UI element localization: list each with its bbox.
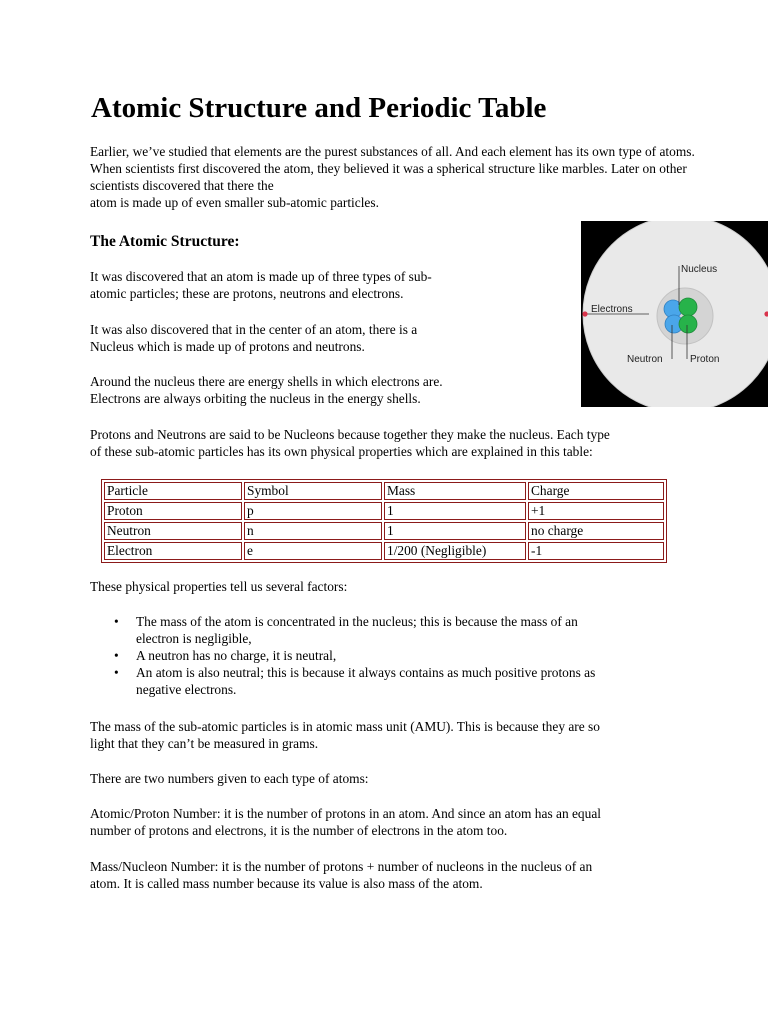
page-title: Atomic Structure and Periodic Table	[91, 92, 547, 124]
bullet-glyph: •	[114, 648, 119, 663]
bullet-glyph: •	[114, 665, 119, 680]
table-cell: Neutron	[104, 522, 242, 540]
text-line: The mass of the atom is concentrated in the nucleus; this is because the mass of an	[136, 614, 578, 629]
text-line: There are two numbers given to each type of atoms:	[90, 771, 369, 786]
list-item	[90, 613, 690, 647]
text-line: It was discovered that an atom is made up of three types of sub-	[90, 269, 432, 284]
paragraph-atomic-number	[90, 805, 601, 839]
table-cell: -1	[528, 542, 664, 560]
nucleus-label: Nucleus	[681, 264, 718, 275]
text-line: Around the nucleus there are energy shells in which electrons are.	[90, 374, 443, 389]
section-heading: The Atomic Structure:	[90, 233, 240, 250]
table-cell: +1	[528, 502, 664, 520]
paragraph-particles	[90, 268, 432, 302]
text-line: Earlier, we’ve studied that elements are the purest substances of all. And each element has its own type of atoms.	[90, 144, 695, 159]
table-cell: Electron	[104, 542, 242, 560]
text-line: The mass of the sub-atomic particles is in atomic mass unit (AMU). This is because they are so	[90, 719, 600, 734]
paragraph-nucleus	[90, 321, 417, 355]
text-line: An atom is also neutral; this is because it always contains as much positive protons as	[136, 665, 596, 680]
electron-particle	[582, 311, 587, 316]
table-cell: 1/200 (Negligible)	[384, 542, 526, 560]
table-header-cell: Charge	[528, 482, 664, 500]
text-line: These physical properties tell us several factors:	[90, 579, 348, 594]
text-line: When scientists first discovered the atom, they believed it was a spherical structure like marbles. Later on other	[90, 161, 687, 176]
table-row	[104, 522, 664, 540]
table-cell: p	[244, 502, 382, 520]
table-cell: n	[244, 522, 382, 540]
facts-list	[90, 613, 690, 698]
text-line: Electrons are always orbiting the nucleus in the energy shells.	[90, 391, 421, 406]
text-line: A neutron has no charge, it is neutral,	[136, 648, 337, 663]
bullet-glyph: •	[114, 614, 119, 629]
text-line: atomic particles; these are protons, neutrons and electrons.	[90, 286, 404, 301]
atom-diagram-svg	[581, 221, 768, 407]
table-row	[104, 542, 664, 560]
paragraph-energy-shells	[90, 373, 443, 407]
intro-paragraph	[90, 143, 768, 211]
table-row	[104, 502, 664, 520]
electrons-label: Electrons	[591, 304, 633, 315]
atom-diagram	[581, 221, 768, 407]
table-cell: 1	[384, 522, 526, 540]
paragraph-nucleons	[90, 426, 610, 460]
proton-particle	[679, 315, 697, 333]
table-cell: Proton	[104, 502, 242, 520]
proton-particle	[679, 298, 697, 316]
table-header-row	[104, 482, 664, 500]
text-line: atom is made up of even smaller sub-atomic particles.	[90, 195, 379, 210]
neutron-label: Neutron	[627, 354, 663, 365]
table-header-cell: Mass	[384, 482, 526, 500]
text-line: Nucleus which is made up of protons and neutrons.	[90, 339, 365, 354]
text-line: Mass/Nucleon Number: it is the number of protons + number of nucleons in the nucleus of an	[90, 859, 593, 874]
text-line: electron is negligible,	[136, 631, 252, 646]
text-line: atom. It is called mass number because its value is also mass of the atom.	[90, 876, 483, 891]
text-line: number of protons and electrons, it is the number of electrons in the atom too.	[90, 823, 508, 838]
paragraph-mass-number	[90, 858, 592, 892]
proton-label: Proton	[690, 354, 720, 365]
table-header-cell: Particle	[104, 482, 242, 500]
list-item	[90, 664, 690, 698]
text-line: Protons and Neutrons are said to be Nucleons because together they make the nucleus. Each type	[90, 427, 610, 442]
paragraph-two-numbers	[90, 770, 369, 787]
table-cell: 1	[384, 502, 526, 520]
paragraph-factors	[90, 578, 347, 595]
text-line: light that they can’t be measured in grams.	[90, 736, 319, 751]
text-line: negative electrons.	[136, 682, 237, 697]
table-cell: no charge	[528, 522, 664, 540]
paragraph-amu	[90, 718, 600, 752]
particle-properties-table	[101, 479, 667, 563]
text-line: scientists discovered that there the	[90, 178, 274, 193]
text-line: of these sub-atomic particles has its own physical properties which are explained in this table:	[90, 444, 593, 459]
table-cell: e	[244, 542, 382, 560]
text-line: Atomic/Proton Number: it is the number of protons in an atom. And since an atom has an equal	[90, 806, 601, 821]
text-line: It was also discovered that in the center of an atom, there is a	[90, 322, 418, 337]
table-header-cell: Symbol	[244, 482, 382, 500]
list-item	[90, 647, 690, 664]
